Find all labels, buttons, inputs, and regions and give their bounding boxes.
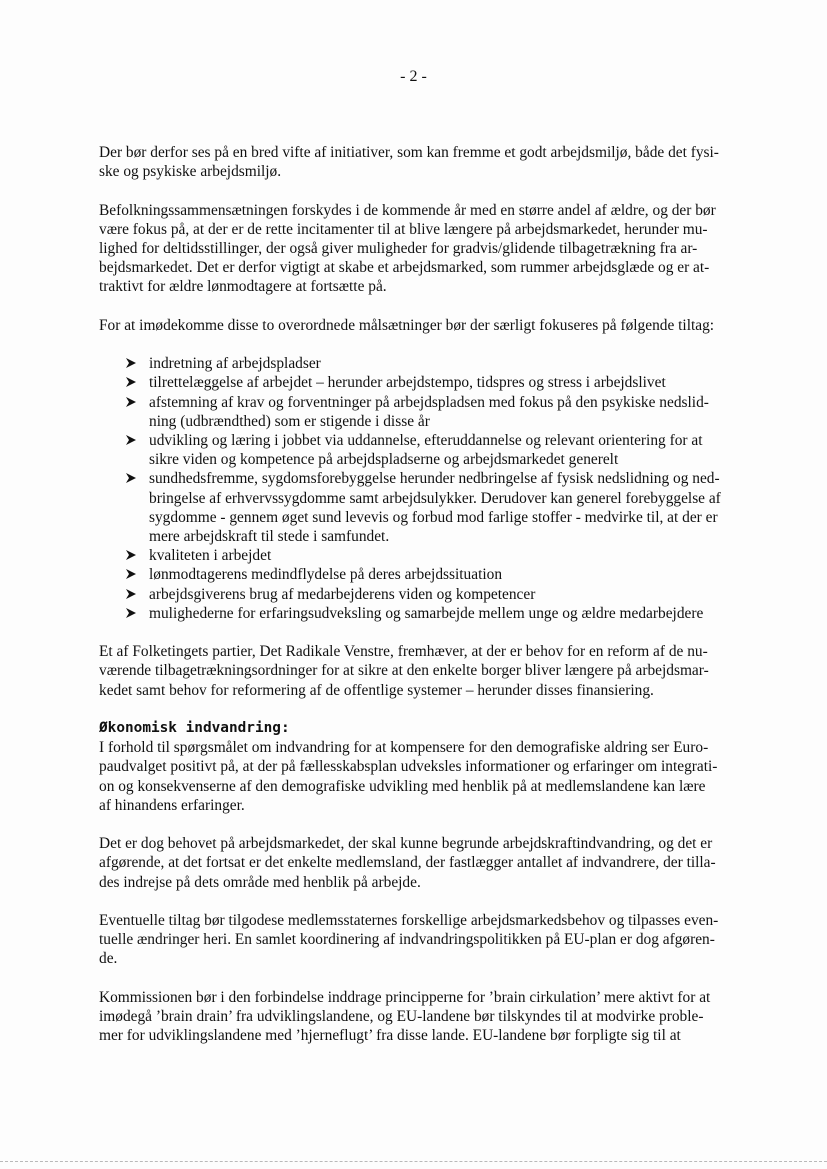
bullet-item	[99, 565, 771, 584]
text-line: Et af Folketingets partier, Det Radikale Venstre, fremhæver, at der er behov for en reform af de nu-	[99, 643, 708, 661]
measures-bullet-list	[99, 354, 771, 623]
section-paragraphs	[99, 738, 771, 1045]
text-line: on og konsekvenserne af den demografiske udvikling med henblik på at medlemslandene kan lære	[99, 777, 706, 795]
intro-paragraph	[99, 143, 771, 181]
arrowhead-bullet-icon	[125, 357, 137, 369]
bullet-item	[99, 585, 771, 604]
bullet-text-line: bringelse af erhvervssygdomme samt arbejdsulykker. Derudover kan generel forebyggelse af	[149, 489, 721, 507]
scan-edge-rule	[0, 1161, 827, 1162]
text-line: bejdsmarkedet. Det er derfor vigtigt at skabe et arbejdsmarked, som rummer arbejdsglæde og er at-	[99, 259, 710, 277]
arrowhead-bullet-icon	[125, 472, 137, 484]
text-line: de.	[99, 950, 118, 968]
arrowhead-bullet-icon	[125, 549, 137, 561]
arrowhead-bullet-icon	[125, 376, 137, 388]
bullet-text-line: mulighederne for erfaringsudveksling og samarbejde mellem unge og ældre medarbejdere	[149, 604, 704, 622]
text-line: Det er dog behovet på arbejdsmarkedet, der skal kunne begrunde arbejdskraftindvandring, og det er	[99, 835, 713, 853]
text-line: I forhold til spørgsmålet om indvandring for at kompensere for den demografiske aldring ser Euro-	[99, 739, 709, 757]
bullet-text-line: afstemning af krav og forventninger på arbejdspladsen med fokus på den psykiske nedslid-	[149, 393, 709, 411]
text-line: Befolkningssammensætningen forskydes i de kommende år med en større andel af ældre, og der bør	[99, 201, 716, 219]
bullet-text-line: lønmodtagerens medindflydelse på deres arbejdssituation	[149, 566, 503, 584]
section-paragraph	[99, 834, 771, 892]
bullet-item	[99, 354, 771, 373]
intro-paragraph	[99, 316, 771, 335]
bullet-item	[99, 373, 771, 392]
page-number: - 2 -	[400, 68, 427, 85]
arrowhead-bullet-icon	[125, 607, 137, 619]
bullet-text-line: ning (udbrændthed) som er stigende i disse år	[149, 412, 430, 430]
text-line: afgørende, at det fortsat er det enkelte medlemsland, der fastlægger antallet af indvandrere, der tilla-	[99, 854, 716, 872]
party-paragraphs	[99, 642, 771, 700]
section-paragraph	[99, 738, 771, 815]
text-line: af hinandens erfaringer.	[99, 796, 245, 814]
section-paragraph	[99, 911, 771, 969]
arrowhead-bullet-icon	[125, 396, 137, 408]
text-line: kedet samt behov for reformering af de offentlige systemer – herunder disses finansiering.	[99, 681, 654, 699]
document-body	[99, 143, 771, 1065]
text-line: værende tilbagetrækningsordninger for at sikre at den enkelte borger bliver længere på arbejdsmar-	[99, 662, 709, 680]
bullet-text-line: sikre viden og kompetence på arbejdspladserne og arbejdsmarkedet generelt	[149, 451, 619, 469]
bullet-text-line: udvikling og læring i jobbet via uddannelse, efteruddannelse og relevant orientering for at	[149, 432, 703, 449]
bullet-item	[99, 469, 771, 546]
text-line: lighed for deltidsstillinger, der også giver muligheder for gradvis/glidende tilbagetrækning fra ar-	[99, 240, 698, 257]
text-line: des indrejse på dets område med henblik på arbejde.	[99, 873, 421, 891]
text-line: imødegå ’brain drain’ fra udviklingslandene, og EU-landene bør tilskyndes til at modvirke proble-	[99, 1008, 704, 1026]
bullet-text-line: indretning af arbejdspladser	[149, 355, 321, 373]
text-line: Kommissionen bør i den forbindelse inddrage principperne for ’brain cirkulation’ mere aktivt for at	[99, 988, 711, 1006]
intro-paragraph	[99, 201, 771, 297]
text-line: være fokus på, at der er de rette incitamenter til at blive længere på arbejdsmarkedet, herunder mu-	[99, 220, 708, 238]
bullet-item	[99, 431, 771, 469]
intro-paragraphs	[99, 143, 771, 335]
party-paragraph	[99, 642, 771, 700]
section-heading: Økonomisk indvandring:	[99, 720, 290, 737]
arrowhead-bullet-icon	[125, 568, 137, 580]
text-line: ske og psykiske arbejdsmiljø.	[99, 163, 282, 181]
text-line: Der bør derfor ses på en bred vifte af initiativer, som kan fremme et godt arbejdsmiljø, både det fysi-	[99, 144, 719, 161]
arrowhead-bullet-icon	[125, 434, 137, 446]
text-line: paudvalget positivt på, at der på fællesskabsplan udveksles informationer og erfaringer om integrati-	[99, 758, 718, 776]
bullet-text-line: tilrettelæggelse af arbejdet – herunder arbejdstempo, tidspres og stress i arbejdslivet	[149, 374, 666, 392]
bullet-text-line: kvaliteten i arbejdet	[149, 547, 272, 565]
text-line: traktivt for ældre lønmodtagere at fortsætte på.	[99, 278, 387, 296]
text-line: tuelle ændringer heri. En samlet koordinering af indvandringspolitikken på EU-plan er dog afgøren-	[99, 931, 715, 949]
text-line: Eventuelle tiltag bør tilgodese medlemsstaternes forskellige arbejdsmarkedsbehov og tilpasses even-	[99, 912, 719, 930]
bullet-item	[99, 546, 771, 565]
arrowhead-bullet-icon	[125, 588, 137, 600]
section-paragraph	[99, 988, 771, 1046]
text-line: For at imødekomme disse to overordnede målsætninger bør der særligt fokuseres på følgende tiltag:	[99, 316, 715, 334]
bullet-text-line: mere arbejdskraft til stede i samfundet.	[149, 528, 390, 546]
text-line: mer for udviklingslandene med ’hjerneflugt’ fra disse lande. EU-landene bør forpligte sig til at	[99, 1027, 681, 1045]
bullet-item	[99, 393, 771, 431]
bullet-text-line: sundhedsfremme, sygdomsforebyggelse herunder nedbringelse af fysisk nedslidning og ned-	[149, 470, 720, 488]
bullet-text-line: sygdomme - gennem øget sund levevis og forbud mod farlige stoffer - medvirke til, at der er	[149, 508, 718, 526]
bullet-text-line: arbejdsgiverens brug af medarbejderens viden og kompetencer	[149, 585, 536, 603]
bullet-item	[99, 604, 771, 623]
